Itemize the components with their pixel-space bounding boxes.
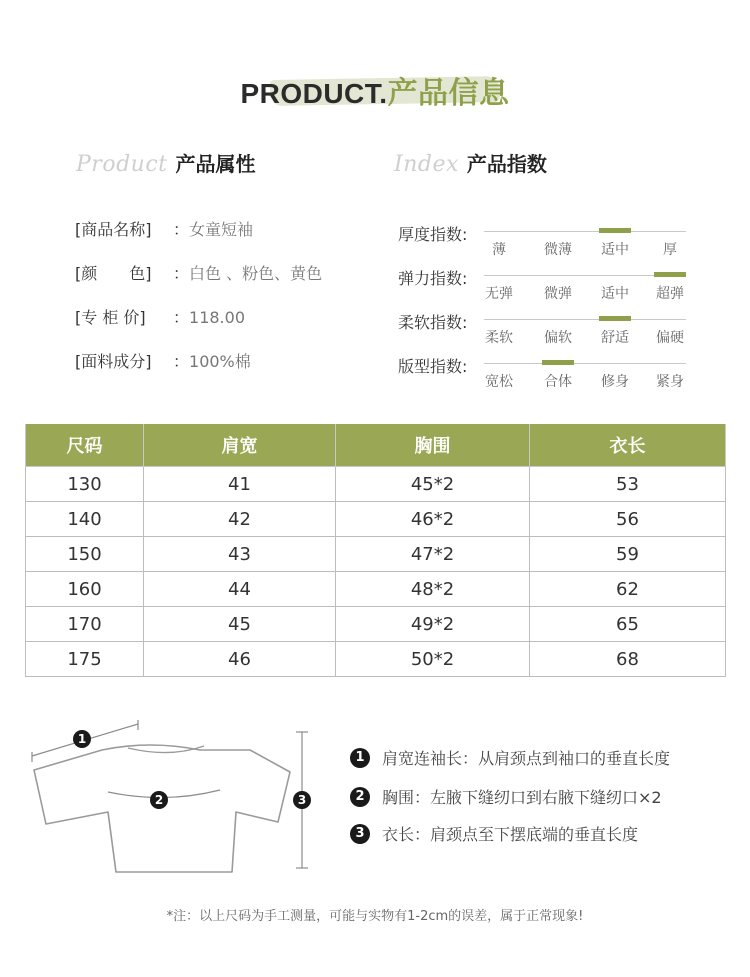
table-cell: 175 [26, 642, 144, 677]
attributes-title: 产品属性 [175, 152, 256, 176]
table-cell: 42 [144, 502, 336, 537]
table-row [26, 607, 726, 642]
attribute-label: [面料成分] [75, 352, 152, 371]
note-number-badge: 2 [350, 787, 370, 807]
index-row-fit [398, 350, 698, 394]
header-shoulder: 肩宽 [144, 424, 336, 467]
index-option: 偏软 [544, 330, 572, 346]
index-option: 微弹 [544, 286, 572, 302]
table-row [26, 537, 726, 572]
attribute-label: [颜 色] [75, 264, 152, 283]
index-row-thickness [398, 218, 698, 262]
index-option: 适中 [601, 242, 629, 258]
index-option: 无弹 [485, 286, 513, 302]
index-label: 版型指数: [398, 357, 468, 376]
attributes-section-title [76, 148, 255, 182]
marker-1-icon [73, 730, 91, 748]
table-cell: 56 [530, 502, 726, 537]
table-cell: 53 [530, 467, 726, 502]
table-cell: 48*2 [336, 572, 530, 607]
index-row-softness [398, 306, 698, 350]
size-table-header-row [26, 424, 726, 467]
marker-2-icon [150, 791, 168, 809]
attribute-row-fabric [75, 349, 251, 375]
attribute-value: 白色 、粉色、黄色 [189, 264, 323, 283]
index-selected-marker [542, 360, 574, 365]
attribute-separator: ： [173, 308, 190, 327]
index-option: 柔软 [485, 330, 513, 346]
attribute-separator: ： [173, 352, 190, 371]
table-cell: 130 [26, 467, 144, 502]
attribute-value: 女童短袖 [189, 220, 254, 239]
page-title-en: PRODUCT. [240, 78, 388, 109]
shirt-outline-icon [34, 745, 290, 872]
note-chest [350, 785, 662, 813]
table-cell: 59 [530, 537, 726, 572]
table-cell: 41 [144, 467, 336, 502]
attribute-value: 100%棉 [189, 352, 251, 371]
table-cell: 140 [26, 502, 144, 537]
index-label: 柔软指数: [398, 313, 468, 332]
indices-script-title: Index [394, 152, 459, 177]
index-option: 微薄 [544, 242, 572, 258]
marker-2-label: 2 [154, 793, 164, 807]
note-number-badge: 3 [350, 824, 370, 844]
table-cell: 49*2 [336, 607, 530, 642]
note-text: 胸围：左腋下缝纫口到右腋下缝纫口×2 [382, 788, 662, 807]
note-text: 肩宽连袖长：从肩颈点到袖口的垂直长度 [382, 749, 671, 768]
table-cell: 150 [26, 537, 144, 572]
index-scale-line [484, 363, 686, 364]
table-row [26, 572, 726, 607]
table-cell: 160 [26, 572, 144, 607]
page-title [0, 68, 750, 112]
table-cell: 44 [144, 572, 336, 607]
index-option: 超弹 [656, 286, 684, 302]
attribute-label: [专 柜 价] [75, 308, 146, 327]
attributes-script-title: Product [76, 152, 168, 177]
attribute-row-color [75, 261, 322, 287]
index-selected-marker [654, 272, 686, 277]
table-cell: 68 [530, 642, 726, 677]
attribute-separator: ： [173, 220, 190, 239]
table-row [26, 467, 726, 502]
table-cell: 46*2 [336, 502, 530, 537]
index-label: 弹力指数: [398, 269, 468, 288]
index-option: 宽松 [485, 374, 513, 390]
index-option: 厚 [663, 242, 677, 258]
table-cell: 50*2 [336, 642, 530, 677]
table-row [26, 502, 726, 537]
table-cell: 43 [144, 537, 336, 572]
table-cell: 45*2 [336, 467, 530, 502]
table-cell: 170 [26, 607, 144, 642]
garment-measurement-diagram [20, 720, 330, 880]
marker-3-label: 3 [297, 793, 307, 807]
measurement-disclaimer: *注：以上尺码为手工测量，可能与实物有1-2cm的误差，属于正常现象! [166, 909, 584, 924]
index-label: 厚度指数: [398, 225, 468, 244]
page-header [0, 60, 750, 116]
size-table [25, 424, 726, 677]
marker-1-label: 1 [77, 732, 87, 746]
index-option: 紧身 [656, 374, 684, 390]
header-length: 衣长 [530, 424, 726, 467]
index-option: 适中 [601, 286, 629, 302]
index-selected-marker [599, 228, 631, 233]
attribute-row-price [75, 305, 245, 331]
indices-title: 产品指数 [466, 152, 547, 176]
table-cell: 65 [530, 607, 726, 642]
index-option: 修身 [601, 374, 629, 390]
table-row [26, 642, 726, 677]
index-selected-marker [599, 316, 631, 321]
note-shoulder [350, 746, 670, 774]
marker-3-icon [293, 791, 311, 809]
index-option: 合体 [544, 374, 572, 390]
index-option: 舒适 [601, 330, 629, 346]
index-scale-line [484, 319, 686, 320]
table-cell: 47*2 [336, 537, 530, 572]
indices-section-title [394, 148, 547, 182]
note-text: 衣长：肩颈点至下摆底端的垂直长度 [382, 825, 639, 844]
attribute-label: [商品名称] [75, 220, 152, 239]
header-size: 尺码 [26, 424, 144, 467]
page-title-zh: 产品信息 [387, 76, 510, 111]
index-option: 薄 [492, 242, 506, 258]
index-option: 偏硬 [656, 330, 684, 346]
table-cell: 46 [144, 642, 336, 677]
index-scale-line [484, 231, 686, 232]
index-row-elasticity [398, 262, 698, 306]
note-number-badge: 1 [350, 748, 370, 768]
header-chest: 胸围 [336, 424, 530, 467]
table-cell: 45 [144, 607, 336, 642]
attribute-row-name [75, 217, 253, 243]
table-cell: 62 [530, 572, 726, 607]
note-length [350, 822, 638, 850]
attribute-value: 118.00 [189, 308, 245, 327]
attribute-separator: ： [173, 264, 190, 283]
